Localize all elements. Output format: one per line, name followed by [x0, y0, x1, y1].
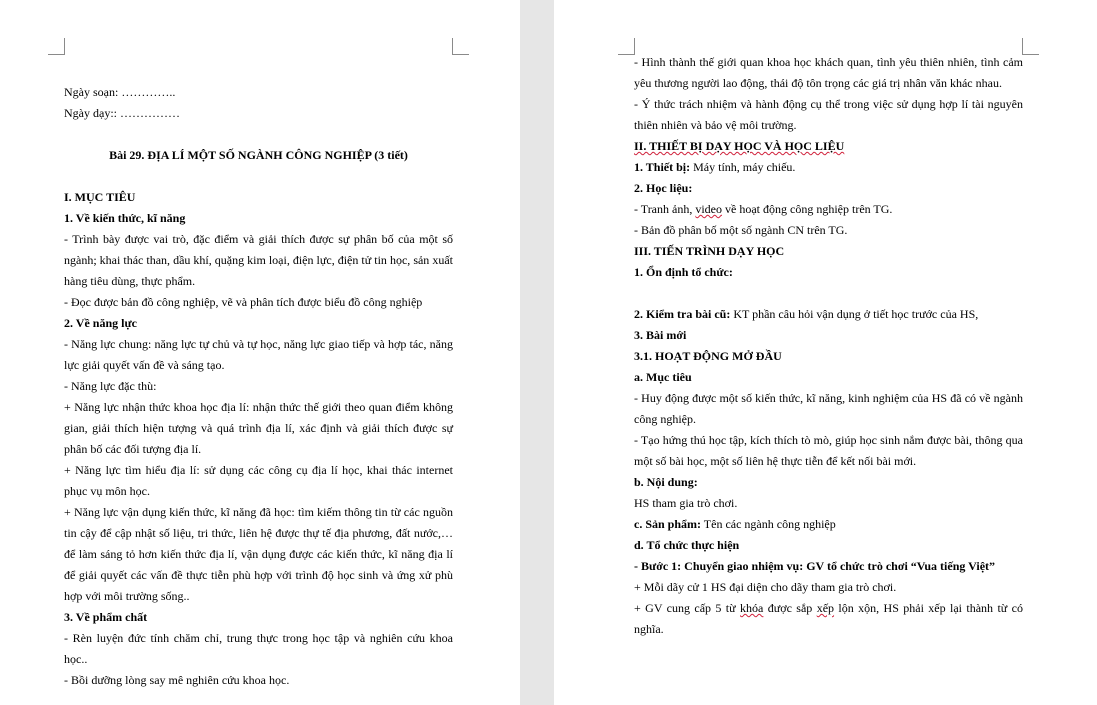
- text: lộn xộn, HS phải xếp lại thành từ có nghĩa.: [634, 601, 1024, 636]
- margin-corner-mark: [452, 38, 469, 55]
- paragraph: [634, 304, 1023, 325]
- text: KT phần câu hỏi vận dụng ở tiết học trước của HS,: [730, 307, 979, 321]
- subsection-heading: 3. Bài mới: [634, 328, 687, 342]
- label: 1. Thiết bị:: [634, 160, 691, 174]
- margin-corner-mark: [1022, 38, 1039, 55]
- prep-date-line: Ngày soạn: …………..: [64, 85, 176, 99]
- text: Máy tính, máy chiếu.: [690, 160, 796, 174]
- page-text: [64, 82, 453, 691]
- paragraph: + Năng lực tìm hiểu địa lí: sử dụng các công cụ địa lí học, khai thác internet phục vụ môn học.: [64, 463, 453, 498]
- paragraph: - Hình thành thế giới quan khoa học khách quan, tình yêu thiên nhiên, tình cảm yêu thương người lao động, thái độ tôn trọng các giá trị nhân văn khác nhau.: [634, 55, 1023, 90]
- subsection-heading: 3. Về phẩm chất: [64, 610, 148, 624]
- subsection-heading: 2. Học liệu:: [634, 181, 693, 195]
- subsection-heading: d. Tổ chức thực hiện: [634, 538, 740, 552]
- margin-corner-mark: [618, 38, 635, 55]
- paragraph: - Rèn luyện đức tính chăm chỉ, trung thực trong học tập và nghiên cứu khoa học..: [64, 631, 453, 666]
- section-heading: 3.1. HOẠT ĐỘNG MỞ ĐẦU: [634, 349, 782, 363]
- text: được sắp: [763, 601, 817, 615]
- paragraph: HS tham gia trò chơi.: [634, 496, 738, 510]
- paragraph: + Mỗi dãy cử 1 HS đại diện cho dãy tham gia trò chơi.: [634, 580, 897, 594]
- section-heading: III. TIẾN TRÌNH DẠY HỌC: [634, 244, 785, 258]
- text: Tên các ngành công nghiệp: [701, 517, 836, 531]
- text: - Tranh ảnh,: [634, 202, 696, 216]
- spellcheck-word: xếp: [816, 601, 835, 615]
- subsection-heading: b. Nội dung:: [634, 475, 698, 489]
- paragraph: - Tạo hứng thú học tập, kích thích tò mò, giúp học sinh nắm được bài, thông qua một số bài học, một số liên hệ thực tiễn để kết nối bài mới.: [634, 433, 1023, 468]
- spellcheck-word: video: [695, 202, 723, 216]
- document-page-left: [0, 0, 520, 705]
- subsection-heading: 1. Về kiến thức, kĩ năng: [64, 211, 186, 225]
- paragraph: - Ý thức trách nhiệm và hành động cụ thể trong việc sử dụng hợp lí tài nguyên thiên nhiên và bảo vệ môi trường.: [634, 97, 1023, 132]
- paragraph: + Năng lực nhận thức khoa học địa lí: nhận thức thế giới theo quan điểm không gian, giải thích hiện tượng và quá trình địa lí, xác định và giải thích được sự phân bố các đối tượng địa lí.: [64, 400, 453, 456]
- subsection-heading: 1. Ổn định tổ chức:: [634, 265, 733, 279]
- paragraph: - Năng lực chung: năng lực tự chủ và tự học, năng lực giao tiếp và hợp tác, năng lực giải quyết vấn đề và sáng tạo.: [64, 337, 453, 372]
- subsection-heading: a. Mục tiêu: [634, 370, 692, 384]
- paragraph: - Năng lực đặc thù:: [64, 379, 157, 393]
- paragraph: [634, 514, 1023, 535]
- paragraph: - Bản đồ phân bố một số ngành CN trên TG.: [634, 223, 848, 237]
- paragraph: [634, 157, 1023, 178]
- text: + GV cung cấp 5 từ: [634, 601, 741, 615]
- step-heading: - Bước 1: Chuyển giao nhiệm vụ: GV tổ chức trò chơi “Vua tiếng Việt”: [634, 559, 996, 573]
- paragraph: - Đọc được bản đồ công nghiệp, vẽ và phân tích được biểu đồ công nghiệp: [64, 295, 423, 309]
- paragraph: - Huy động được một số kiến thức, kĩ năng, kinh nghiệm của HS đã có về ngành công nghiệp.: [634, 391, 1023, 426]
- paragraph: - Bồi dưỡng lòng say mê nghiên cứu khoa học.: [64, 673, 290, 687]
- label: 2. Kiểm tra bài cũ:: [634, 307, 731, 321]
- section-heading: I. MỤC TIÊU: [64, 190, 136, 204]
- paragraph: [634, 598, 1023, 640]
- section-heading-text: II. THIẾT BỊ DẠY HỌC VÀ HỌC LIỆU: [634, 139, 845, 153]
- spellcheck-word: khóa: [740, 601, 764, 615]
- paragraph: [634, 199, 1023, 220]
- section-heading: [634, 136, 1023, 157]
- paragraph: + Năng lực vận dụng kiến thức, kĩ năng đã học: tìm kiếm thông tin từ các nguồn tin cậy để cập nhật số liệu, tri thức, liên hệ được thự tế địa phương, đất nước,… để làm sáng tỏ hơn kiến thức địa lí, vận dụng được các kiến thức, kĩ năng địa lí để giải quyết các vấn đề thực tiễn phù hợp với trình độ học sinh và ứng xử phù hợp với môi trường sống..: [64, 505, 453, 603]
- teach-date-line: Ngày dạy:: ……………: [64, 106, 180, 120]
- paragraph: - Trình bày được vai trò, đặc điểm và giải thích được sự phân bố của một số ngành; khai thác than, dầu khí, quặng kim loại, điện lực, điện tử tin học, sản xuất hàng tiêu dùng, thực phẩm.: [64, 232, 453, 288]
- label: c. Sản phẩm:: [634, 517, 702, 531]
- text: về hoạt động công nghiệp trên TG.: [722, 202, 893, 216]
- margin-corner-mark: [48, 38, 65, 55]
- page-text: [634, 52, 1023, 640]
- document-page-right: [554, 0, 1097, 705]
- subsection-heading: 2. Về năng lực: [64, 316, 137, 330]
- lesson-title: Bài 29. ĐỊA LÍ MỘT SỐ NGÀNH CÔNG NGHIỆP (3 tiết): [109, 148, 408, 162]
